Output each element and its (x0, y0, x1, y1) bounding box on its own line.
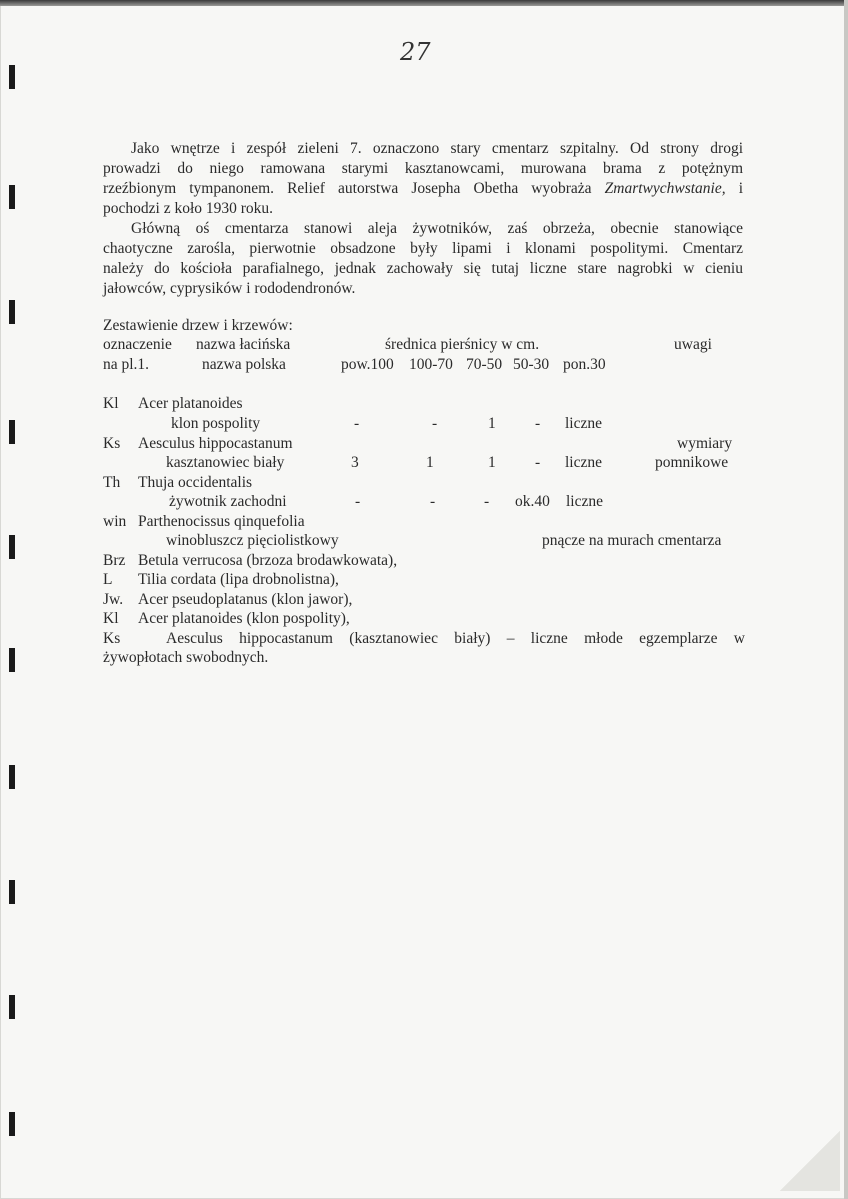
binding-mark (9, 300, 15, 324)
row-latin-name: Acer platanoides (138, 395, 243, 412)
header-latin-name: nazwa łacińska (196, 336, 291, 353)
header-range: pon.30 (563, 356, 606, 373)
row-value: - (432, 415, 438, 432)
table-title: Zestawienie drzew i krzewów: (103, 317, 293, 334)
header-polish-name: nazwa polska (202, 356, 286, 373)
row-value: - (484, 493, 490, 510)
paragraph-line: Główną oś cmentarza stanowi aleja żywotników, zaś obrzeża, obecnie stanowiące (131, 220, 743, 237)
row-value: 1 (426, 454, 434, 471)
paragraph-line: chaotyczne zarośla, pierwotnie obsadzone były lipami i klonami pospolitymi. Cmentarz (103, 240, 743, 257)
binding-mark (9, 535, 15, 559)
header-diameter: średnica pierśnicy w cm. (385, 336, 540, 353)
row-latin-name: Aesculus hippocastanum (138, 435, 293, 452)
paragraph-cemetery (103, 219, 743, 299)
row-value: 3 (351, 454, 359, 471)
header-designation: oznaczenie (103, 336, 172, 353)
header-range: 50-30 (513, 356, 550, 373)
paragraph-line (103, 179, 743, 199)
row-latin-name: Parthenocissus qinquefolia (138, 513, 305, 530)
row-code: win (103, 513, 127, 530)
row-value: - (354, 415, 360, 432)
row-code: Th (103, 474, 121, 491)
list-code: L (103, 571, 113, 588)
paragraph-line: pochodzi z koło 1930 roku. (103, 200, 274, 217)
row-polish-name: kasztanowiec biały (166, 454, 285, 471)
paragraph-line: Aesculus hippocastanum (kasztanowiec biały) – liczne młode egzemplarze w (166, 630, 745, 647)
header-designation-sub: na pl.1. (103, 356, 150, 373)
row-polish-name: winobluszcz pięciolistkowy (166, 532, 339, 549)
row-value: 1 (488, 415, 496, 432)
paragraph-line: prowadzi do niego ramowana starymi kasztanowcami, murowana brama z potężnym (103, 160, 743, 177)
row-note: wymiary (677, 435, 733, 452)
header-range: 100-70 (409, 356, 453, 373)
binding-mark (9, 185, 15, 209)
binding-mark (9, 995, 15, 1019)
row-value: 1 (488, 454, 496, 471)
row-latin-name: Thuja occidentalis (138, 474, 253, 491)
paragraph-text: i (725, 180, 743, 197)
row-value: liczne (565, 415, 603, 432)
list-code: Jw. (103, 591, 124, 608)
row-value: - (355, 493, 361, 510)
binding-mark (9, 65, 15, 89)
paragraph-line: jałowców, cyprysików i rododendronów. (103, 280, 356, 297)
row-code: Ks (103, 435, 121, 452)
page-number: 27 (400, 38, 431, 66)
row-code: Kl (103, 395, 119, 412)
list-item-long (166, 629, 745, 649)
list-code: Brz (103, 552, 126, 569)
artwork-title: Zmartwychwstanie, (604, 180, 726, 197)
header-notes: uwagi (674, 336, 712, 353)
paragraph-intro (103, 139, 743, 219)
row-value: liczne (565, 454, 603, 471)
list-code: Kl (103, 610, 119, 627)
header-range: 70-50 (466, 356, 503, 373)
list-item: Acer pseudoplatanus (klon jawor), (138, 591, 353, 608)
row-value: liczne (566, 493, 604, 510)
row-note: pomnikowe (655, 454, 729, 471)
binding-mark (9, 765, 15, 789)
row-value: - (430, 493, 436, 510)
paragraph-line: należy do kościoła parafialnego, jednak zachowały się tutaj liczne stare nagrobki w cieniu (103, 260, 743, 277)
header-range: pow.100 (341, 356, 394, 373)
list-item: Betula verrucosa (brzoza brodawkowata), (138, 552, 398, 569)
row-value: ok.40 (515, 493, 550, 510)
binding-mark (9, 880, 15, 904)
paragraph-line: żywopłotach swobodnych. (103, 649, 269, 666)
list-item: Acer platanoides (klon pospolity), (138, 610, 350, 627)
list-code: Ks (103, 630, 121, 647)
row-polish-name: klon pospolity (171, 415, 261, 432)
row-polish-name: żywotnik zachodni (169, 493, 287, 510)
row-value: - (535, 454, 541, 471)
binding-mark (9, 648, 15, 672)
paragraph-line: Jako wnętrze i zespół zieleni 7. oznaczono stary cmentarz szpitalny. Od strony drogi (131, 140, 743, 157)
list-item: Tilia cordata (lipa drobnolistna), (138, 571, 339, 588)
scan-right-edge (844, 0, 848, 1199)
scan-top-edge (0, 0, 848, 6)
binding-mark (9, 420, 15, 444)
row-note: pnącze na murach cmentarza (542, 532, 722, 549)
row-value: - (535, 415, 541, 432)
page-corner (780, 1131, 840, 1191)
paragraph-text: rzeźbionym tympanonem. Relief autorstwa Josepha Obetha wyobraża (103, 180, 605, 197)
binding-mark (9, 1112, 15, 1136)
